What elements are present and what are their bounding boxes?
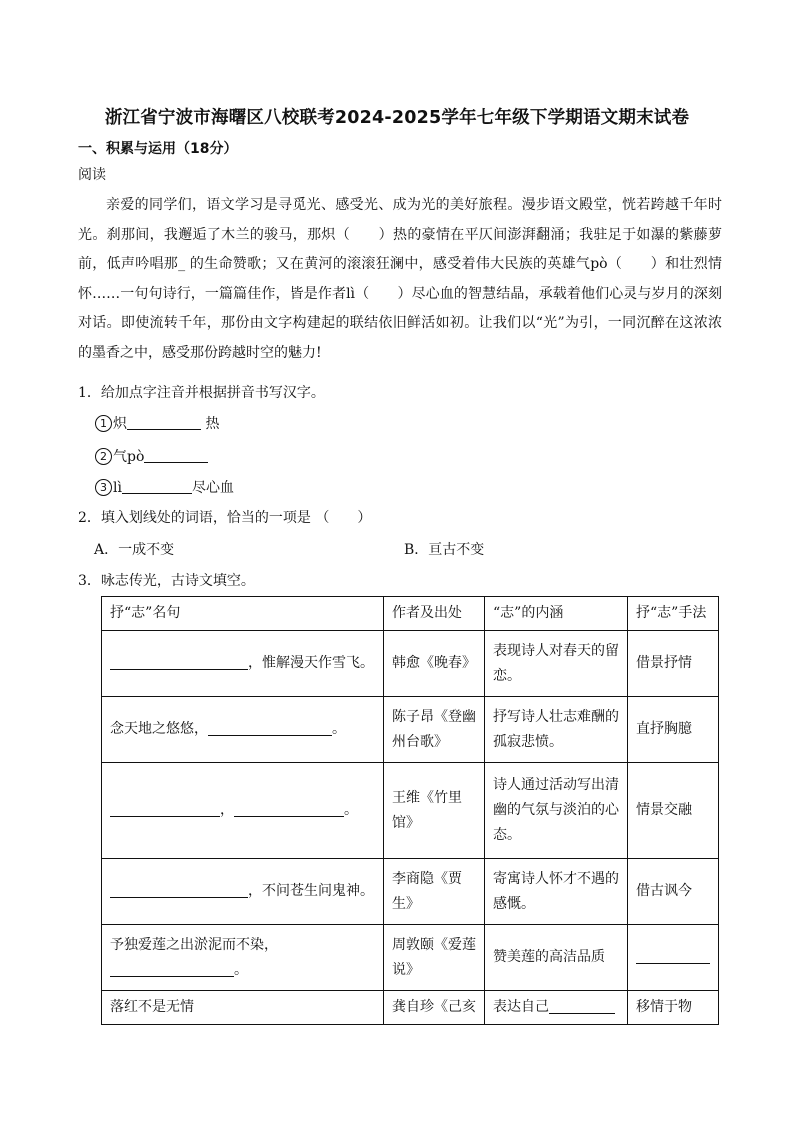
- answer-blank[interactable]: [110, 882, 248, 898]
- line-suffix: 。: [332, 721, 346, 737]
- item-3-suffix: 尽心血: [191, 480, 234, 496]
- table-row: [102, 631, 719, 697]
- header-meaning: “志”的内涵: [485, 597, 628, 631]
- section-heading: 一、积累与运用（18分）: [78, 141, 238, 157]
- answer-blank-3[interactable]: [122, 479, 192, 494]
- line-suffix: ，惟解漫天作雪飞。: [248, 655, 374, 671]
- source-cell: 李商隐《贾生》: [384, 859, 485, 925]
- method-cell: [628, 925, 719, 991]
- table-row: [102, 763, 719, 859]
- poetry-fill-table: [101, 596, 719, 1025]
- table-row: [102, 859, 719, 925]
- header-famous-line: 抒“志”名句: [102, 597, 384, 631]
- source-cell: 龚自珍《己亥: [384, 991, 485, 1025]
- meaning-cell: 抒写诗人壮志难酬的孤寂悲愤。: [485, 697, 628, 763]
- line-suffix: ，不问苍生问鬼神。: [248, 883, 374, 899]
- meaning-cell: 赞美莲的高洁品质: [485, 925, 628, 991]
- answer-blank-1[interactable]: [127, 415, 201, 430]
- source-cell: 韩愈《晚春》: [384, 631, 485, 697]
- line-cell: [102, 697, 384, 763]
- answer-blank-2[interactable]: [144, 448, 208, 463]
- line-cell: [102, 631, 384, 697]
- method-cell: 情景交融: [628, 763, 719, 859]
- table-row: [102, 991, 719, 1025]
- meaning-cell: [485, 991, 628, 1025]
- item-3-prefix: lì: [113, 480, 122, 496]
- meaning-prefix: 表达自己: [493, 999, 549, 1015]
- meaning-cell: 表现诗人对春天的留恋。: [485, 631, 628, 697]
- item-number-1: 1: [95, 415, 112, 432]
- line-suffix: 。: [234, 961, 248, 978]
- meaning-cell: 寄寓诗人怀才不遇的感慨。: [485, 859, 628, 925]
- question-1-stem: 1．给加点字注音并根据拼音书写汉字。: [78, 385, 325, 401]
- source-cell: 王维《竹里馆》: [384, 763, 485, 859]
- line-cell: 落红不是无情: [102, 991, 384, 1025]
- line-cell: [102, 859, 384, 925]
- read-label: 阅读: [78, 167, 106, 183]
- answer-blank[interactable]: [549, 998, 615, 1014]
- method-cell: 移情于物: [628, 991, 719, 1025]
- method-cell: 借景抒情: [628, 631, 719, 697]
- question-3-stem: 3．咏志传光，古诗文填空。: [78, 573, 255, 589]
- reading-passage: 亲爱的同学们，语文学习是寻觅光、感受光、成为光的美好旅程。漫步语文殿堂，恍若跨越千年时光。刹那间，我邂逅了木兰的骏马，那炽（ ）热的豪情在平仄间澎湃翻涌；我驻足于如瀑的紫藤萝前，低声吟唱那_ 的生命赞歌；又在黄河的滚滚狂澜中，感受着伟大民族的英雄气pò（ ）和壮烈情怀……一句句诗行，一篇篇佳作，皆是作者lì（ ）尽心血的智慧结晶，承载着他们心灵与岁月的深刻对话。即使流转千年，那份由文字构建起的联结依旧鲜活如初。让我们以“光”为引，一同沉醉在这浓浓的墨香之中，感受那份跨越时空的魅力!: [78, 197, 722, 361]
- item-2-prefix: 气pò: [113, 449, 145, 465]
- question-1-item-2: [95, 446, 208, 466]
- line-suffix: 。: [344, 802, 358, 818]
- table-row: [102, 925, 719, 991]
- answer-blank[interactable]: [636, 948, 710, 964]
- question-2-stem: 2．填入划线处的词语，恰当的一项是 （ ）: [78, 510, 372, 526]
- line-prefix: 念天地之悠悠，: [110, 721, 208, 737]
- question-1-item-3: [95, 477, 234, 497]
- item-number-3: 3: [95, 479, 112, 496]
- meaning-cell: 诗人通过活动写出清幽的气氛与淡泊的心态。: [485, 763, 628, 859]
- header-author-source: 作者及出处: [384, 597, 485, 631]
- answer-blank[interactable]: [234, 801, 344, 817]
- question-1-item-1: [95, 413, 219, 433]
- method-cell: 直抒胸臆: [628, 697, 719, 763]
- option-b[interactable]: B．亘古不变: [404, 542, 485, 558]
- item-number-2: 2: [95, 448, 112, 465]
- exam-title: 浙江省宁波市海曙区八校联考2024-2025学年七年级下学期语文期末试卷: [104, 108, 690, 128]
- line-mid: ，: [220, 802, 234, 818]
- line-cell: [102, 763, 384, 859]
- answer-blank[interactable]: [110, 961, 234, 977]
- source-cell: 周敦颐《爱莲说》: [384, 925, 485, 991]
- table-row: [102, 697, 719, 763]
- source-cell: 陈子昂《登幽州台歌》: [384, 697, 485, 763]
- line-prefix: 予独爱莲之出淤泥而不染，: [110, 936, 278, 953]
- option-a[interactable]: A．一成不变: [94, 542, 175, 558]
- answer-blank[interactable]: [208, 720, 332, 736]
- answer-blank[interactable]: [110, 801, 220, 817]
- table-header-row: [102, 597, 719, 631]
- item-1-prefix: 炽: [113, 416, 127, 432]
- line-cell: [102, 925, 384, 991]
- method-cell: 借古讽今: [628, 859, 719, 925]
- header-method: 抒“志”手法: [628, 597, 719, 631]
- answer-blank[interactable]: [110, 654, 248, 670]
- item-1-suffix: 热: [201, 416, 220, 432]
